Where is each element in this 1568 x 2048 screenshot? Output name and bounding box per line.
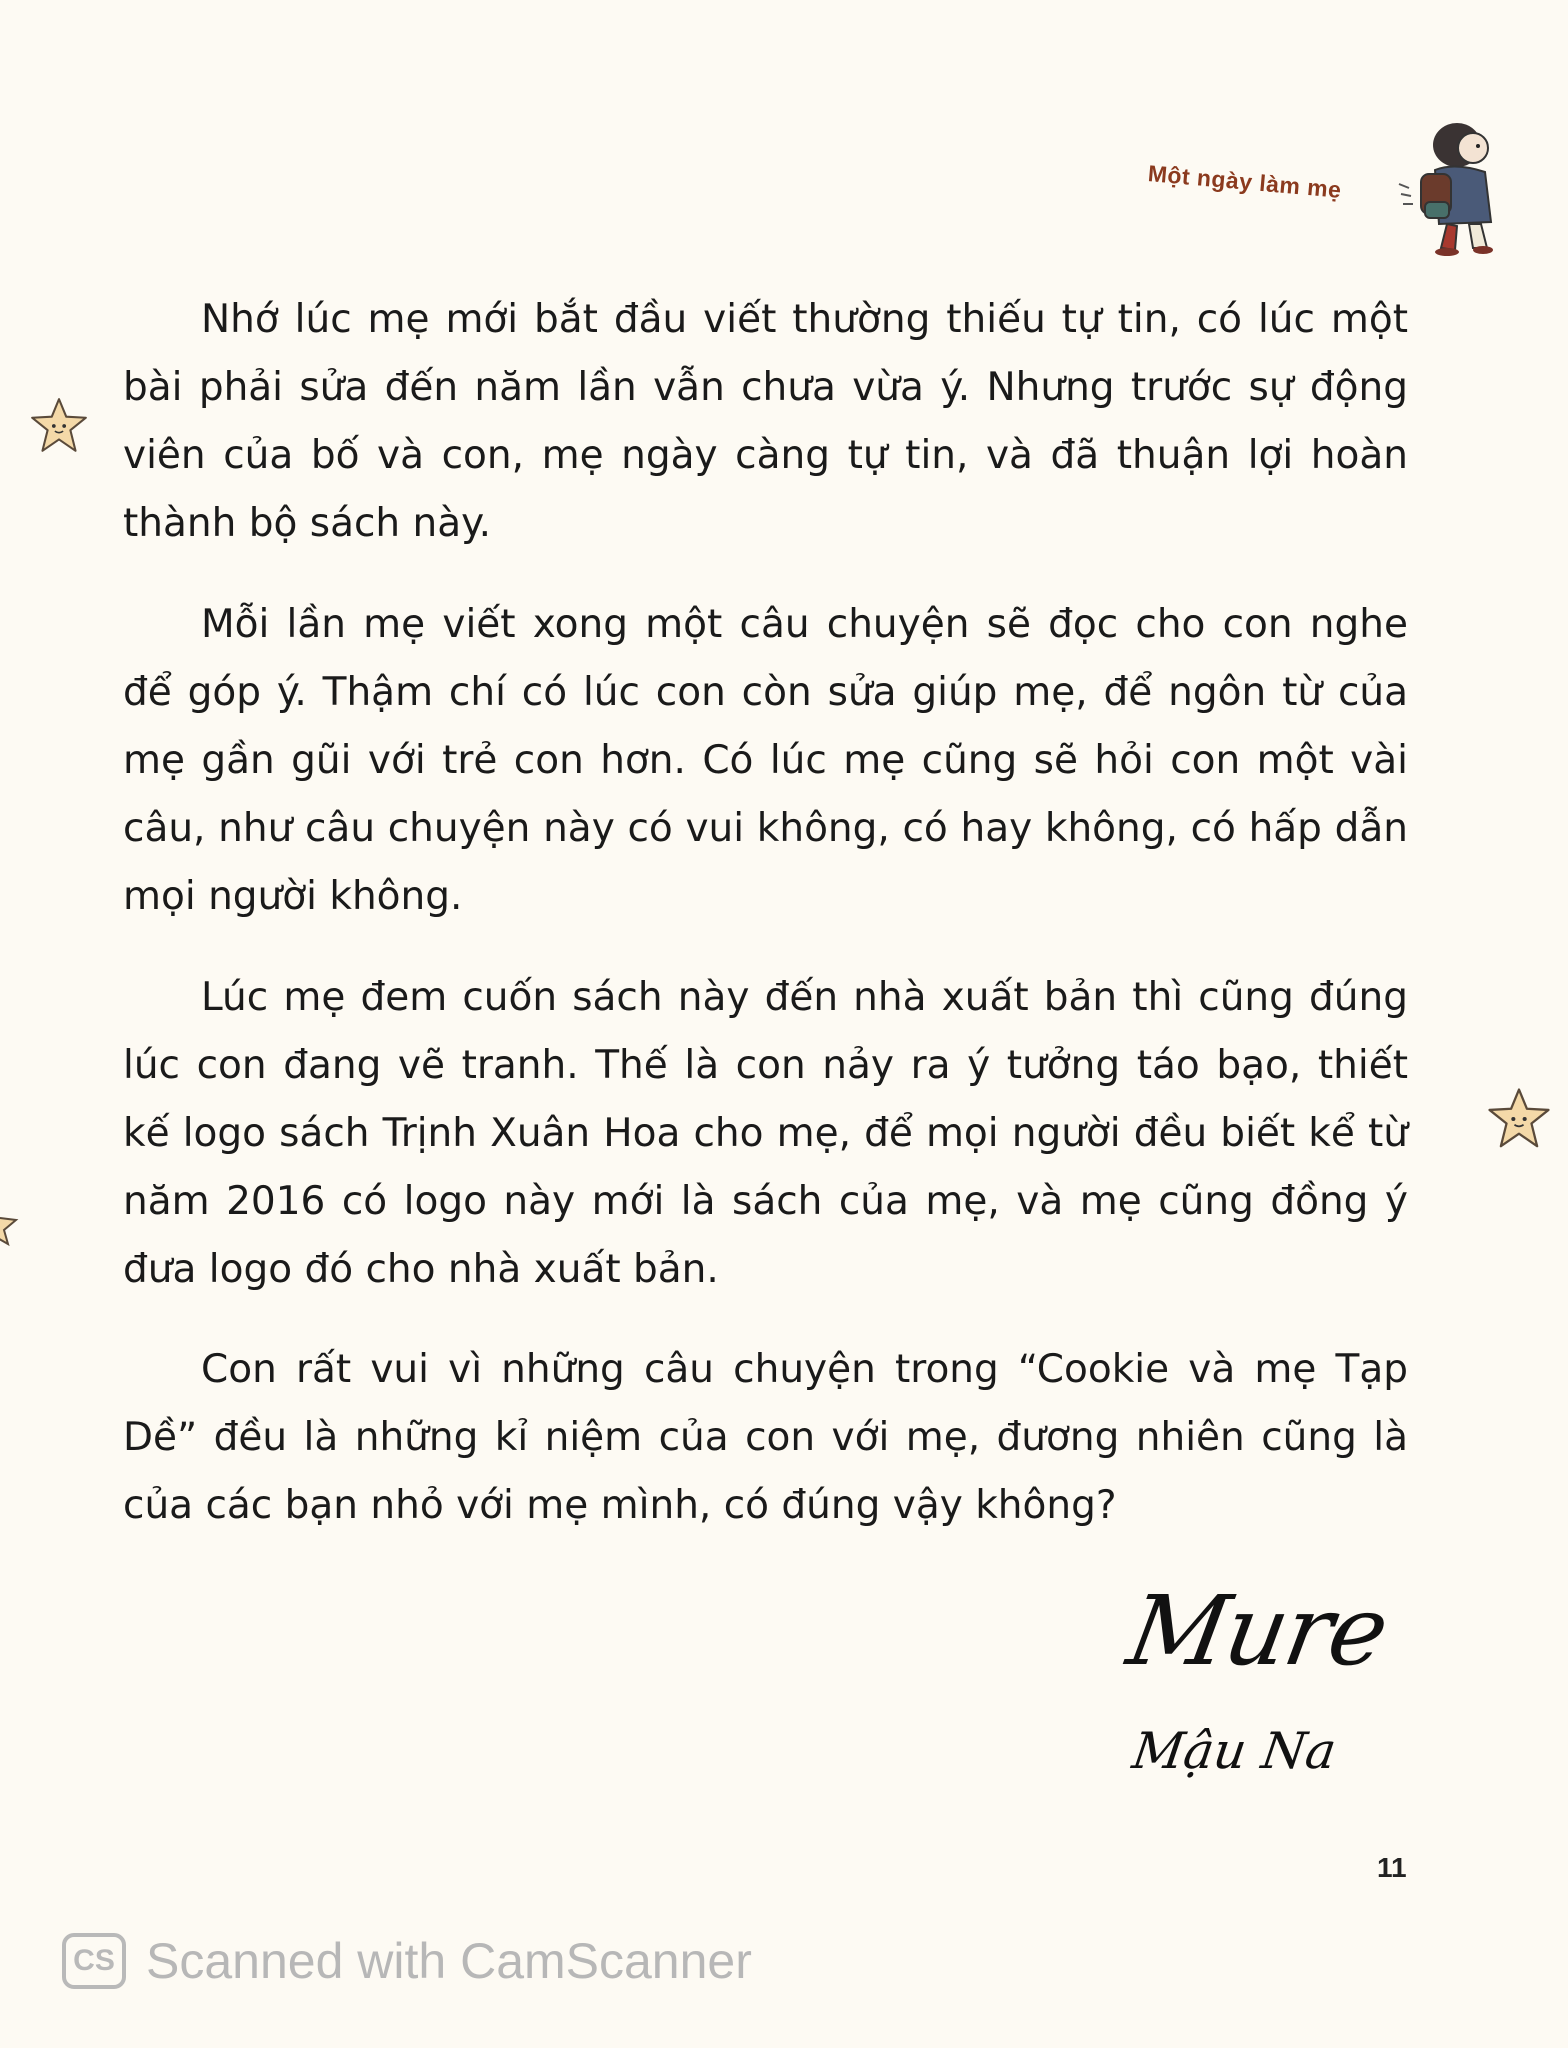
camscanner-watermark — [62, 1932, 752, 1990]
star-icon — [1485, 1085, 1553, 1153]
author-name-display: Mậu Na — [1128, 1722, 1340, 1780]
body-paragraph: Mỗi lần mẹ viết xong một câu chuyện sẽ đọc cho con nghe để góp ý. Thậm chí có lúc con còn sửa giúp mẹ, để ngôn từ của mẹ gần gũi với trẻ con hơn. Có lúc mẹ cũng sẽ hỏi con một vài câu, như câu chuyện này có vui không, có hay không, có hấp dẫn mọi người không. — [123, 602, 1408, 919]
girl-with-backpack-icon — [1395, 110, 1525, 260]
author-signature: Mure — [1120, 1575, 1395, 1687]
chapter-header-title: Một ngày làm mẹ — [1146, 160, 1343, 203]
watermark-text: Scanned with CamScanner — [146, 1933, 752, 1989]
page-number: 11 — [1377, 1852, 1407, 1883]
camscanner-logo-icon: CS — [62, 1933, 126, 1989]
body-paragraph: Lúc mẹ đem cuốn sách này đến nhà xuất bản thì cũng đúng lúc con đang vẽ tranh. Thế là con nảy ra ý tưởng táo bạo, thiết kế logo sách Trịnh Xuân Hoa cho mẹ, để mọi người đều biết kể từ năm 2016 có logo này mới là sách của mẹ, và mẹ cũng đồng ý đưa logo đó cho nhà xuất bản. — [123, 975, 1408, 1292]
star-icon — [0, 1208, 20, 1248]
body-paragraph: Nhớ lúc mẹ mới bắt đầu viết thường thiếu tự tin, có lúc một bài phải sửa đến năm lần vẫn chưa vừa ý. Nhưng trước sự động viên của bố và con, mẹ ngày càng tự tin, và đã thuận lợi hoàn thành bộ sách này. — [123, 297, 1408, 546]
body-paragraph: Con rất vui vì những câu chuyện trong “Cookie và mẹ Tạp Dề” đều là những kỉ niệm của con với mẹ, đương nhiên cũng là của các bạn nhỏ với mẹ mình, có đúng vậy không? — [123, 1347, 1408, 1528]
star-icon — [28, 395, 90, 457]
